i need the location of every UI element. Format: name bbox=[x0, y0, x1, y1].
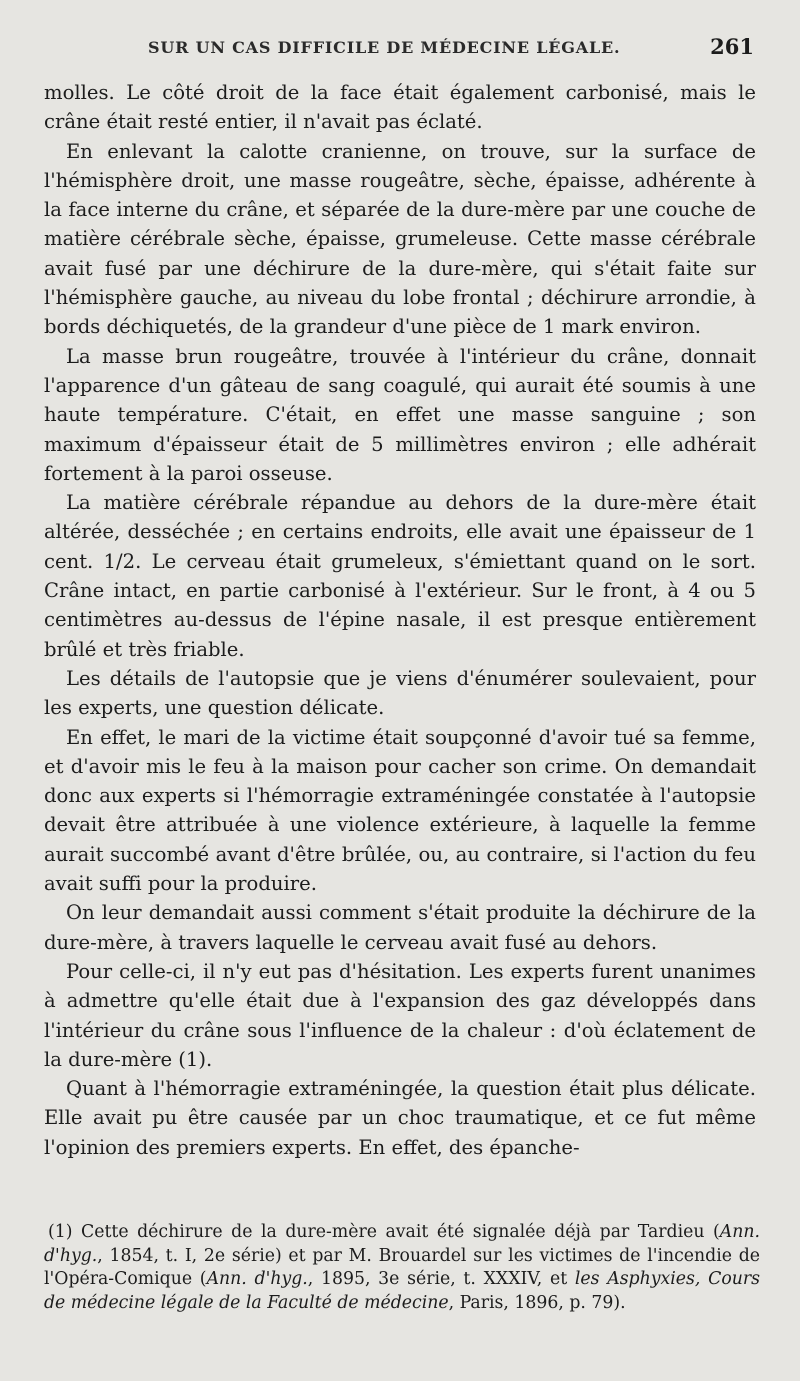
footnote-marker: (1) bbox=[48, 1222, 73, 1242]
paragraph: La matière cérébrale répandue au dehors de la dure-mère était altérée, desséchée ; en certains endroits, elle avait une épaisseur de 1 cent. 1/2. Le cerveau était grumeleux, s'émiettant quand on le sort. Crâne intact, en partie carbonisé à l'extérieur. Sur le front, à 4 ou 5 centimètres au-dessus de l'épine nasale, il est presque entièrement brûlé et très friable. bbox=[44, 491, 756, 661]
paragraph: Les détails de l'autopsie que je viens d'énumérer soulevaient, pour les experts, une question délicate. bbox=[44, 666, 756, 720]
footnote bbox=[44, 1221, 760, 1315]
running-title: SUR UN CAS DIFFICILE DE MÉDECINE LÉGALE. bbox=[148, 38, 621, 57]
paragraph: En effet, le mari de la victime était soupçonné d'avoir tué sa femme, et d'avoir mis le feu à la maison pour cacher son crime. On demandait donc aux experts si l'hémorragie extraméningée constatée à l'autopsie devait être attribuée à une violence extérieure, à laquelle la femme aurait succombé avant d'être brûlée, ou, au contraire, si l'action du feu avait suffi pour la produire. bbox=[44, 725, 756, 896]
paragraph: La masse brun rougeâtre, trouvée à l'intérieur du crâne, donnait l'apparence d'un gâteau de sang coagulé, qui aurait été soumis à une haute température. C'était, en effet une masse sanguine ; son maximum d'épaisseur était de 5 millimètres environ ; elle adhérait fortement à la paroi osseuse. bbox=[44, 344, 756, 485]
footnote-text: , 1854, t. I, 2e série) et par M. Brouardel sur les victimes de l'incendie de l'Opéra-Comique ( bbox=[44, 1245, 760, 1289]
footnote-text: , 1895, 3e série, t. XXXIV, et bbox=[307, 1269, 575, 1289]
footnote-citation: Ann. d'hyg. bbox=[206, 1269, 308, 1289]
page-number: 261 bbox=[710, 34, 754, 59]
footnotes bbox=[44, 1221, 760, 1315]
paragraph: molles. Le côté droit de la face était également carbonisé, mais le crâne était resté entier, il n'avait pas éclaté. bbox=[44, 81, 756, 134]
paragraph: Pour celle-ci, il n'y eut pas d'hésitation. Les experts furent unanimes à admettre qu'elle était due à l'expansion des gaz développés dans l'intérieur du crâne sous l'influence de la chaleur : d'où éclatement de la dure-mère (1). bbox=[44, 959, 756, 1071]
body-text bbox=[44, 78, 756, 1162]
paragraph: Quant à l'hémorragie extraméningée, la question était plus délicate. Elle avait pu être causée par un choc traumatique, et ce fut même l'opinion des premiers experts. En effet, des épanche- bbox=[44, 1077, 756, 1159]
footnote-text: Cette déchirure de la dure-mère avait été signalée déjà par Tardieu ( bbox=[72, 1222, 720, 1242]
footnote-citation: Ann. d'hyg. bbox=[44, 1222, 760, 1266]
paragraph: En enlevant la calotte cranienne, on trouve, sur la surface de l'hémisphère droit, une masse rougeâtre, sèche, épaisse, adhérente à la face interne du crâne, et séparée de la dure-mère par une couche de matière cérébrale sèche, épaisse, grumeleuse. Cette masse cérébrale avait fusé par une déchirure de la dure-mère, qui s'était faite sur l'hémisphère gauche, au niveau du lobe frontal ; déchirure arrondie, à bords déchiquetés, de la grandeur d'une pièce de 1 mark environ. bbox=[44, 139, 756, 339]
page-header bbox=[44, 30, 762, 70]
footnote-text: , Paris, 1896, p. 79). bbox=[448, 1292, 626, 1313]
footnote-citation: les Asphyxies, Cours de médecine légale de la Faculté de médecine bbox=[44, 1269, 760, 1313]
paragraph: On leur demandait aussi comment s'était produite la déchirure de la dure-mère, à travers laquelle le cerveau avait fusé au dehors. bbox=[44, 901, 756, 954]
